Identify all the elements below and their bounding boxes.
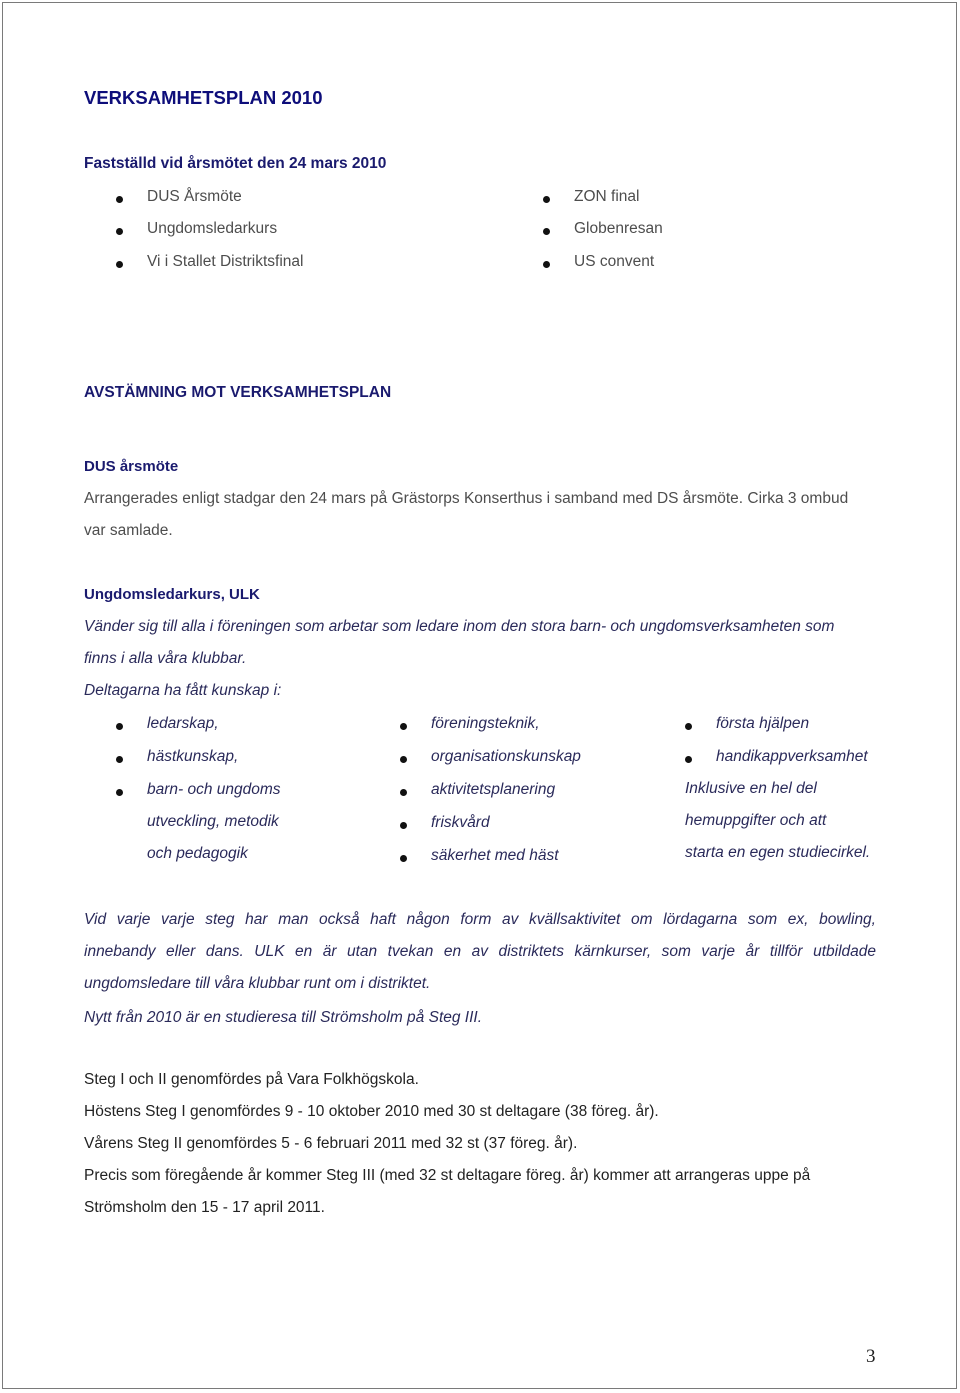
dus-text-line: var samlade. <box>84 522 173 539</box>
skill-item: hästkunskap, <box>147 748 239 765</box>
skill-item: säkerhet med häst <box>431 847 559 864</box>
list-item: ZON final <box>574 188 640 205</box>
bullet-icon <box>116 723 123 730</box>
list-item: DUS Årsmöte <box>147 188 242 205</box>
page-number: 3 <box>866 1346 876 1367</box>
adopted-date: Fastställd vid årsmötet den 24 mars 2010 <box>84 155 387 172</box>
ulk-heading: Ungdomsledarkurs, ULK <box>84 586 260 603</box>
skill-item: friskvård <box>431 814 490 831</box>
skill-item: första hjälpen <box>716 715 810 732</box>
paragraph-line: Höstens Steg I genomfördes 9 - 10 oktober 2010 med 30 st deltagare (38 föreg. år). <box>84 1103 659 1120</box>
skill-item: utveckling, metodik <box>147 813 279 830</box>
skill-item: ledarskap, <box>147 715 219 732</box>
paragraph-line: Vid varje varje steg har man också haft någon form av kvällsaktivitet om lördagarna som ex, bowling, <box>84 911 876 928</box>
bullet-icon <box>543 228 550 235</box>
bullet-icon <box>685 723 692 730</box>
ulk-text-line: Deltagarna ha fått kunskap i: <box>84 682 282 699</box>
bullet-icon <box>400 855 407 862</box>
paragraph-line: Vårens Steg II genomfördes 5 - 6 februari 2011 med 32 st (37 föreg. år). <box>84 1135 578 1152</box>
list-item: US convent <box>574 253 655 270</box>
list-item: Ungdomsledarkurs <box>147 220 278 237</box>
bullet-icon <box>400 723 407 730</box>
skill-item: hemuppgifter och att <box>685 812 827 829</box>
bullet-icon <box>116 756 123 763</box>
paragraph-line: Strömsholm den 15 - 17 april 2011. <box>84 1199 325 1216</box>
ulk-text-line: finns i alla våra klubbar. <box>84 650 247 667</box>
skill-item: föreningsteknik, <box>431 715 540 732</box>
paragraph-line: Steg I och II genomfördes på Vara Folkhögskola. <box>84 1071 419 1088</box>
bullet-icon <box>685 756 692 763</box>
ulk-text-line: Vänder sig till alla i föreningen som arbetar som ledare inom den stora barn- och ungdomsverksamheten som <box>84 618 835 635</box>
paragraph-line: Precis som föregående år kommer Steg III (med 32 st deltagare föreg. år) kommer att arrangeras uppe på <box>84 1167 811 1184</box>
list-item: Globenresan <box>574 220 663 237</box>
skill-item: barn- och ungdoms <box>147 781 281 798</box>
bullet-icon <box>400 789 407 796</box>
bullet-icon <box>543 196 550 203</box>
bullet-icon <box>543 261 550 268</box>
bullet-icon <box>116 789 123 796</box>
section-title: AVSTÄMNING MOT VERKSAMHETSPLAN <box>84 384 392 401</box>
list-item: Vi i Stallet Distriktsfinal <box>147 253 304 270</box>
skill-item: Inklusive en hel del <box>685 780 817 797</box>
paragraph-line: Nytt från 2010 är en studieresa till Strömsholm på Steg III. <box>84 1009 483 1026</box>
skill-item: aktivitetsplanering <box>431 781 556 798</box>
bullet-icon <box>400 756 407 763</box>
document-title: VERKSAMHETSPLAN 2010 <box>84 87 323 108</box>
skill-item: starta en egen studiecirkel. <box>685 844 871 861</box>
bullet-icon <box>116 228 123 235</box>
skill-item: handikappverksamhet <box>716 748 868 765</box>
dus-text-line: Arrangerades enligt stadgar den 24 mars på Grästorps Konserthus i samband med DS årsmöte. Cirka 3 ombud <box>84 490 849 507</box>
dus-heading: DUS årsmöte <box>84 458 179 475</box>
bullet-icon <box>400 822 407 829</box>
bullet-icon <box>116 261 123 268</box>
bullet-icon <box>116 196 123 203</box>
skill-item: och pedagogik <box>147 845 248 862</box>
paragraph-line: ungdomsledare till våra klubbar runt om i distriktet. <box>84 975 431 992</box>
paragraph-line: innebandy eller dans. ULK en är utan tvekan en av distriktets kärnkurser, som varje år tillför utbildade <box>84 943 876 960</box>
skill-item: organisationskunskap <box>431 748 581 765</box>
